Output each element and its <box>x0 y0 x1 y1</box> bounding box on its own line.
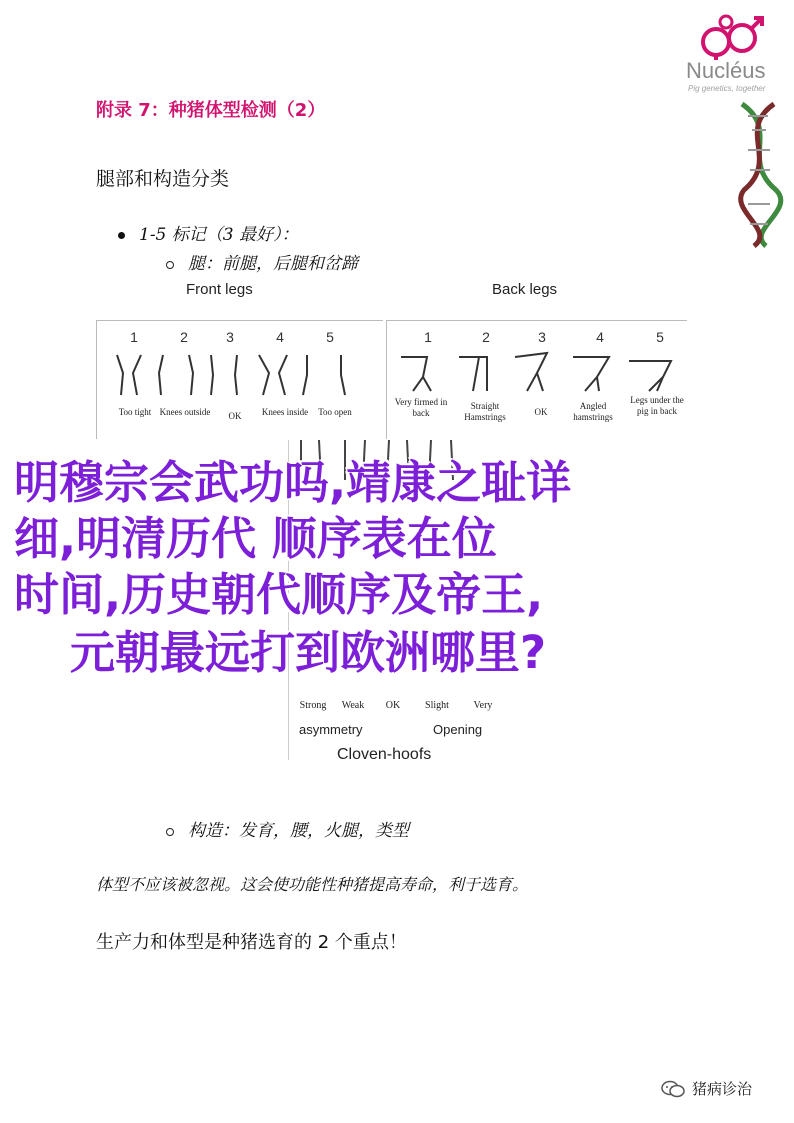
back-number: 1 <box>424 329 432 345</box>
logo-wordmark: Nucléus <box>686 58 766 83</box>
back-caption: Very firmed in back <box>394 397 448 418</box>
back-number: 5 <box>656 329 664 345</box>
hoof-caption: Strong <box>299 700 327 711</box>
sub-bullet-legs-text: 腿：前腿，后腿和岔蹄 <box>188 254 358 274</box>
back-number: 4 <box>596 329 604 345</box>
front-legs-panel <box>96 320 383 439</box>
cloven-hoofs-label: Cloven-hoofs <box>337 746 432 763</box>
hoof-caption: Weak <box>341 700 365 711</box>
bullet-scoring <box>118 220 299 245</box>
front-number: 1 <box>130 329 138 345</box>
wechat-icon <box>660 1079 686 1099</box>
section-heading: 腿部和构造分类 <box>96 168 230 190</box>
front-caption: Knees outside <box>159 407 211 417</box>
key-points-line: 生产力和体型是种猪选育的 2 个重点！ <box>96 932 407 953</box>
front-number: 3 <box>226 329 234 345</box>
back-legs-label: Back legs <box>492 281 558 298</box>
bullet-scoring-text: 1-5 标记（3 最好）： <box>139 225 299 245</box>
sub-bullet-legs <box>166 249 358 274</box>
front-legs-label: Front legs <box>186 281 253 298</box>
overlay-line: 时间,历史朝代顺序及帝王, <box>14 568 544 621</box>
body-sentence: 体型不应该被忽视。这会使功能性种猪提高寿命，利于选育。 <box>96 875 529 894</box>
nucleus-logo <box>682 14 782 94</box>
appendix-title: 附录 7：种猪体型检测（2） <box>96 100 326 121</box>
front-caption: Knees inside <box>261 407 309 417</box>
front-caption: OK <box>228 411 242 421</box>
hollow-bullet-icon <box>166 261 174 269</box>
overlay-line: 元朝最远打到欧洲哪里? <box>70 626 547 679</box>
hoof-asymmetry-label: asymmetry <box>299 722 363 737</box>
overlay-line: 明穆宗会武功吗,靖康之耻详 <box>14 456 572 509</box>
logo-tagline: Pig genetics, together <box>688 84 766 93</box>
back-caption: Straight Hamstrings <box>464 401 506 422</box>
hoof-caption: OK <box>385 700 401 711</box>
back-caption: Legs under the pig in back <box>630 395 684 416</box>
bullet-dot-icon <box>118 232 125 239</box>
hoof-opening-label: Opening <box>433 722 483 737</box>
front-caption: Too tight <box>118 407 152 417</box>
hoof-caption: Slight <box>425 700 449 711</box>
sub-bullet-structure-text: 构造：发育，腰，火腿，类型 <box>188 821 409 841</box>
front-legs-drawing <box>97 351 383 401</box>
back-number: 2 <box>482 329 490 345</box>
sub-bullet-structure <box>166 816 409 841</box>
front-number: 4 <box>276 329 284 345</box>
overlay-line: 细,明清历代 顺序表在位 <box>14 512 497 565</box>
hoof-caption: Very <box>473 700 493 711</box>
footer-brand: 猪病诊治 <box>692 1080 753 1098</box>
nucleus-logo-icon <box>686 14 776 60</box>
back-legs-panel <box>386 320 687 439</box>
back-caption: Angled hamstrings <box>573 401 613 422</box>
front-number: 2 <box>180 329 188 345</box>
front-caption: Too open <box>318 407 352 417</box>
front-number: 5 <box>326 329 334 345</box>
hollow-bullet-icon <box>166 828 174 836</box>
back-legs-drawing <box>387 347 687 397</box>
dna-helix-icon <box>736 100 784 250</box>
back-number: 3 <box>538 329 546 345</box>
back-caption: OK <box>534 407 548 417</box>
footer-watermark <box>660 1078 752 1099</box>
